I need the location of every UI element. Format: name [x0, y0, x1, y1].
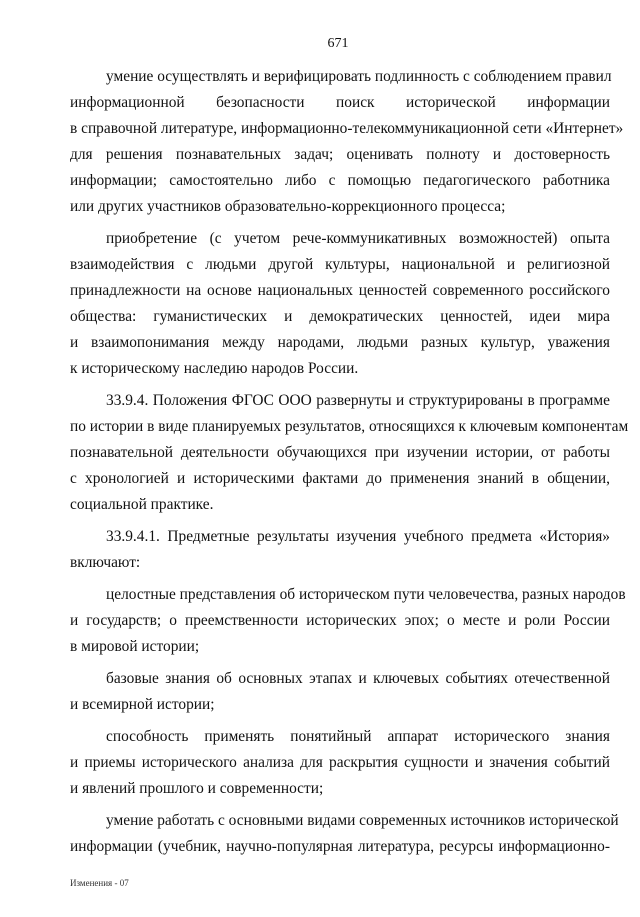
text-line: базовые знания об основных этапах и ключевых событиях отечественной	[106, 670, 610, 687]
paragraph	[70, 808, 619, 860]
text-line: принадлежности на основе национальных ценностей современного российского	[70, 282, 610, 299]
text-line: и всемирной истории;	[70, 696, 215, 713]
text-line: информации; самостоятельно либо с помощью педагогического работника	[70, 172, 610, 189]
page-number: 671	[327, 36, 349, 51]
text-line: 33.9.4. Положения ФГОС ООО развернуты и структурированы в программе	[106, 392, 610, 409]
text-line: к историческому наследию народов России.	[70, 360, 359, 377]
text-line: умение осуществлять и верифицировать подлинность с соблюдением правил	[106, 68, 612, 85]
document-body	[70, 64, 629, 866]
text-line: социальной практике.	[70, 496, 214, 513]
text-line: и приемы исторического анализа для раскрытия сущности и значения событий	[70, 754, 610, 771]
paragraph	[70, 724, 610, 802]
paragraph	[70, 666, 610, 718]
text-line: или других участников образовательно-коррекционного процесса;	[70, 198, 506, 215]
text-line: в справочной литературе, информационно-телекоммуникационной сети «Интернет»	[70, 120, 624, 137]
paragraph	[70, 226, 610, 382]
text-line: взаимодействия с людьми другой культуры, национальной и религиозной	[70, 256, 610, 273]
text-line: в мировой истории;	[70, 638, 200, 655]
text-line: умение работать с основными видами современных источников исторической	[106, 812, 619, 829]
text-line: информации (учебник, научно-популярная литература, ресурсы информационно-	[70, 838, 610, 855]
text-line: с хронологией и историческими фактами до применения знаний в общении,	[70, 470, 610, 487]
text-line: для решения познавательных задач; оценивать полноту и достоверность	[70, 146, 610, 163]
text-line: познавательной деятельности обучающихся при изучении истории, от работы	[70, 444, 610, 461]
text-line: 33.9.4.1. Предметные результаты изучения учебного предмета «История»	[106, 528, 610, 545]
paragraph	[70, 388, 629, 518]
paragraph	[70, 582, 626, 660]
text-line: информационной безопасности поиск исторической информации	[70, 94, 610, 111]
text-line: общества: гуманистических и демократических ценностей, идеи мира	[70, 308, 610, 325]
text-line: способность применять понятийный аппарат исторического знания	[106, 728, 610, 745]
text-line: целостные представления об историческом пути человечества, разных народов	[106, 586, 626, 603]
paragraph	[70, 524, 610, 576]
paragraph	[70, 64, 624, 220]
text-line: и взаимопонимания между народами, людьми разных культур, уважения	[70, 334, 610, 351]
revision-footer: Изменения - 07	[70, 878, 129, 888]
text-line: и государств; о преемственности исторических эпох; о месте и роли России	[70, 612, 610, 629]
text-line: включают:	[70, 554, 141, 571]
text-line: и явлений прошлого и современности;	[70, 780, 324, 797]
text-line: по истории в виде планируемых результатов, относящихся к ключевым компонентам	[70, 418, 629, 435]
text-line: приобретение (с учетом рече-коммуникативных возможностей) опыта	[106, 230, 610, 247]
